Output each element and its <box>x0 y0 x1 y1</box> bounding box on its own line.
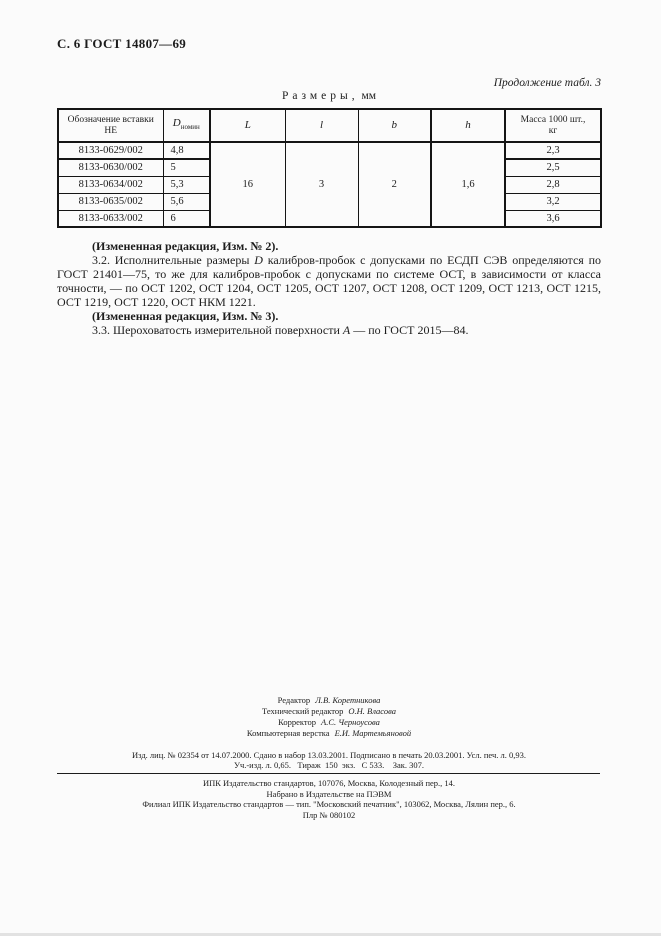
printer-address: Филиал ИПК Издательство стандартов — тип. "Московский печатник", 103062, Москва, Лялин пер., 6. <box>142 799 516 809</box>
credit-label: Редактор <box>277 695 311 705</box>
license-number: Плр № 080102 <box>302 809 356 820</box>
page-header: С. 6 ГОСТ 14807—69 <box>57 36 187 51</box>
col-h-label: h <box>465 118 471 131</box>
col-designation-line2: НЕ <box>104 125 118 136</box>
credit-layout <box>57 728 601 739</box>
publisher-address: ИПК Издательство стандартов, 107076, Москва, Колодезный пер., 14. <box>202 778 456 788</box>
cell-designation: 8133-0633/002 <box>58 210 163 227</box>
cell-mass: 2,3 <box>505 142 601 159</box>
clause-3-3 <box>57 323 601 337</box>
amendment-note-2: (Измененная редакция, Изм. № 2). <box>92 239 279 253</box>
caption-unit: мм <box>361 90 377 102</box>
clause-3-3-text: — по ГОСТ 2015—84. <box>350 323 469 337</box>
publisher-block <box>57 778 601 820</box>
cell-d: 5 <box>163 159 210 176</box>
col-L <box>210 109 285 142</box>
imprint-line-2: Уч.-изд. л. 0,65. Тираж 150 экз. С 533. Зак. 307. <box>233 760 425 770</box>
col-d-nominal <box>163 109 210 142</box>
credits-block <box>57 695 601 739</box>
d-letter: D <box>172 117 181 130</box>
col-l <box>285 109 358 142</box>
cell-mass: 2,8 <box>505 176 601 193</box>
table-caption <box>57 90 601 104</box>
cell-d: 6 <box>163 210 210 227</box>
cell-d: 5,3 <box>163 176 210 193</box>
cell-L-merged: 16 <box>210 142 285 227</box>
cell-d: 5,6 <box>163 193 210 210</box>
imprint-block <box>57 750 601 770</box>
amendment-note-3: (Измененная редакция, Изм. № 3). <box>92 309 279 323</box>
credit-name: А.С. Черноусова <box>321 717 380 727</box>
table-continuation-note: Продолжение табл. 3 <box>493 77 601 89</box>
col-L-label: L <box>244 118 251 131</box>
credit-editor <box>57 695 601 706</box>
footer-divider <box>57 773 600 774</box>
clause-3-2-text: 3.2. Исполнительные размеры <box>92 253 255 267</box>
col-b <box>358 109 431 142</box>
table-header-row <box>58 109 601 142</box>
cell-d: 4,8 <box>163 142 210 159</box>
credit-label: Корректор <box>278 717 316 727</box>
d-subscript: номин <box>180 122 200 131</box>
cell-h-merged: 1,6 <box>431 142 505 227</box>
col-designation <box>58 109 163 142</box>
imprint-line-1: Изд. лиц. № 02354 от 14.07.2000. Сдано в набор 13.03.2001. Подписано в печать 20.03.2001. Усл. печ. л. 0,93. <box>131 750 526 760</box>
col-h <box>431 109 505 142</box>
cell-designation: 8133-0635/002 <box>58 193 163 210</box>
clause-3-3-text: 3.3. Шероховатость измерительной поверхности <box>92 323 343 337</box>
col-l-label: l <box>319 118 324 131</box>
body-text <box>57 239 601 337</box>
col-designation-line1: Обозначение вставки <box>67 114 154 125</box>
cell-b-merged: 2 <box>358 142 431 227</box>
cell-mass: 2,5 <box>505 159 601 176</box>
credit-proofreader <box>57 717 601 728</box>
col-b-label: b <box>391 118 397 131</box>
clause-3-2-text: калибров-пробок с допусками по ЕСДП СЭВ определяются по ГОСТ 21401—75, то же для калибров-пробок с допусками по системе ОСТ, в зависимости от класса точности, — по ОСТ 1202, ОСТ 1204, ОСТ 1205, ОСТ 1207, ОСТ 1208, ОСТ 1209, ОСТ 1213, ОСТ 1215, ОСТ 1219, ОСТ 1220, ОСТ НКМ 1221. <box>57 253 602 309</box>
table-row <box>58 142 601 159</box>
dimensions-table <box>57 108 602 228</box>
caption-word: Размеры, <box>281 90 359 102</box>
clause-3-2 <box>57 253 601 309</box>
cell-mass: 3,2 <box>505 193 601 210</box>
credit-label: Компьютерная верстка <box>246 728 330 738</box>
col-mass-line1: Масса 1000 шт., <box>520 114 586 125</box>
credit-name: О.Н. Власова <box>348 706 396 716</box>
credit-technical-editor <box>57 706 601 717</box>
cell-mass: 3,6 <box>505 210 601 227</box>
credit-name: Л.В. Коретникова <box>315 695 381 705</box>
cell-l-merged: 3 <box>285 142 358 227</box>
clause-3-3-var: А <box>342 323 351 337</box>
clause-3-2-var: D <box>254 253 263 267</box>
cell-designation: 8133-0634/002 <box>58 176 163 193</box>
typeset-note: Набрано в Издательстве на ПЭВМ <box>266 788 392 799</box>
credit-name: Е.И. Мартемьяновой <box>334 728 412 738</box>
credit-label: Технический редактор <box>262 706 344 716</box>
cell-designation: 8133-0630/002 <box>58 159 163 176</box>
col-mass <box>505 109 601 142</box>
cell-designation: 8133-0629/002 <box>58 142 163 159</box>
col-mass-line2: кг <box>548 125 558 136</box>
